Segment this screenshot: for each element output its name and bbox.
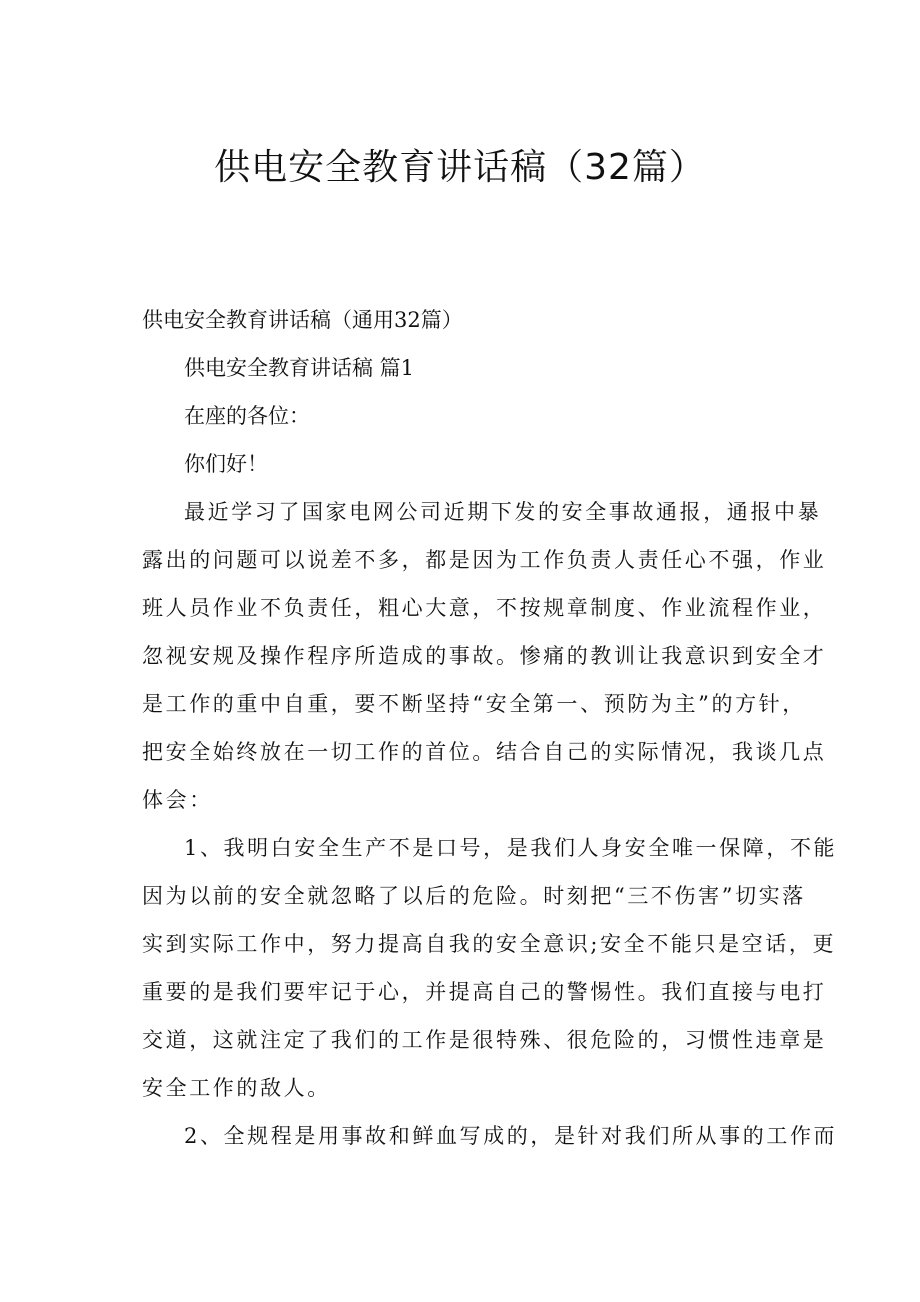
text-line: 2、全规程是用事故和鲜血写成的，是针对我们所从事的工作而: [184, 1124, 838, 1148]
text-line: 是工作的重中自重，要不断坚持“安全第一、预防为主”的方针，: [142, 692, 806, 716]
text-line: 1、我明白安全生产不是口号，是我们人身安全唯一保障，不能: [184, 836, 838, 860]
paragraph-1: [142, 488, 827, 824]
document-subtitle: 供电安全教育讲话稿（通用32篇）: [142, 308, 463, 332]
document-title: 供电安全教育讲话稿（32篇）: [214, 147, 706, 188]
text-line: 交道，这就注定了我们的工作是很特殊、很危险的，习惯性违章是: [142, 1028, 827, 1052]
text-line: 把安全始终放在一切工作的首位。结合自己的实际情况，我谈几点: [142, 740, 827, 764]
text-line: 忽视安规及操作程序所造成的事故。惨痛的教训让我意识到安全才: [142, 644, 827, 668]
document-body: [142, 296, 838, 1160]
text-line: 安全工作的敌人。: [142, 1076, 331, 1100]
text-line: 因为以前的安全就忽略了以后的危险。时刻把“三不伤害”切实落: [142, 884, 806, 908]
text-line: 露出的问题可以说差不多，都是因为工作负责人责任心不强，作业: [142, 548, 827, 572]
text-line: 实到实际工作中，努力提高自我的安全意识;安全不能只是空话，更: [142, 932, 837, 956]
text-line: 最近学习了国家电网公司近期下发的安全事故通报，通报中暴: [184, 500, 822, 524]
salutation: 在座的各位：: [184, 404, 310, 428]
paragraph-3: [142, 1112, 838, 1160]
paragraph-2: [142, 824, 838, 1112]
text-line: 重要的是我们要牢记于心，并提高自己的警惕性。我们直接与电打: [142, 980, 827, 1004]
greeting: 你们好！: [184, 452, 268, 476]
section-heading: 供电安全教育讲话稿 篇1: [184, 356, 415, 380]
text-line: 班人员作业不负责任，粗心大意，不按规章制度、作业流程作业，: [142, 596, 827, 620]
text-line: 体会：: [142, 788, 213, 812]
